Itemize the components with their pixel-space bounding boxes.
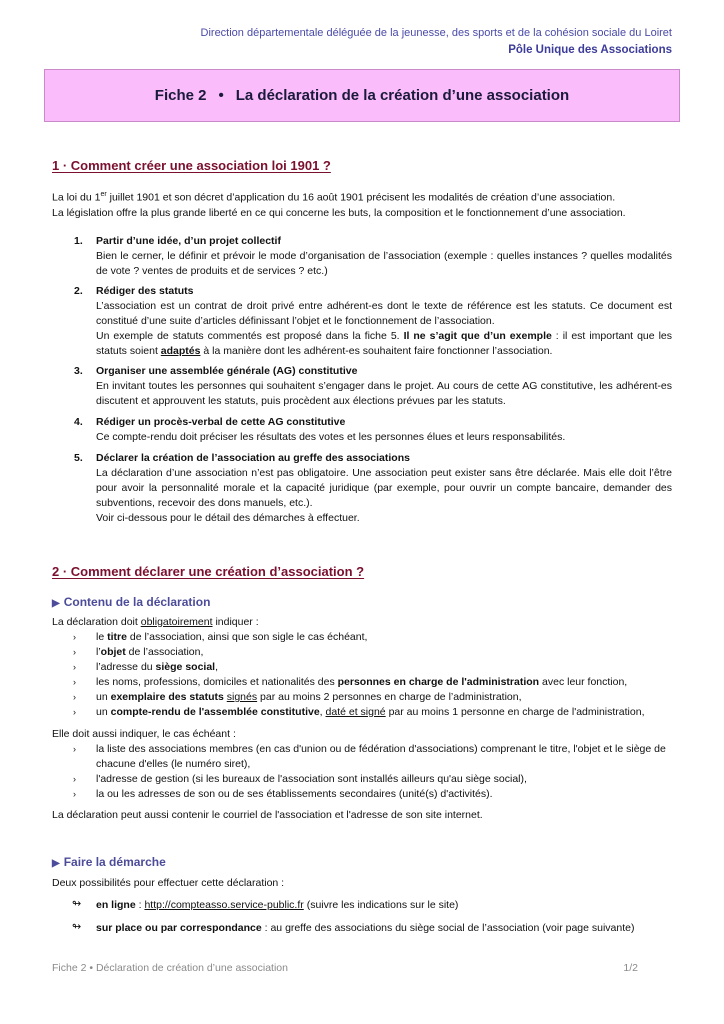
item-number: 1. [74,235,83,247]
item-title: Rédiger des statuts [96,285,194,297]
mandatory-list [52,630,672,720]
bullet-icon: › [73,707,76,717]
item-text-2: Voir ci-dessous pour le détail des démarches à effectuer. [96,512,360,524]
list-item: › la ou les adresses de son ou de ses établissements secondaires (unité(s) d'activités). [73,788,493,800]
ways-list [52,898,672,944]
item-number: 2. [74,285,83,297]
bullet-icon: › [73,692,76,702]
list-item: ↬ sur place ou par correspondance : au greffe des associations du siège social de l’association (voir page suivante) [72,921,635,934]
must-intro: La déclaration doit obligatoirement indiquer : [52,616,259,628]
two-ways-intro: Deux possibilités pour effectuer cette déclaration : [52,877,285,889]
list-item: › le titre de l’association, ainsi que son sigle le cas échéant, [73,631,368,643]
list-item [52,451,672,526]
curved-arrow-icon: ↬ [72,898,82,910]
item-text: Bien le cerner, le définir et prévoir le mode d’organisation de l’association (exemple : quelles instances ? quelles modalités de vote ? ventes de produits et de services ? etc.) [96,250,672,277]
list-item [52,364,672,409]
bullet-icon: › [73,744,76,754]
list-item [52,284,672,359]
item-text: L’association est un contrat de droit privé entre adhérent-es dont le texte de référence est les statuts. Ce document est constitué d’une suite d’articles définissant l’objet et le fonctionnement de l’association. [96,300,672,327]
triangle-right-icon: ▶ [52,858,60,869]
list-item: › l’adresse du siège social, [73,661,219,673]
footer-title: Fiche 2 • Déclaration de création d’une association [52,962,288,974]
list-item: › les noms, professions, domiciles et nationalités des personnes en charge de l'administration avec leur fonction, [73,676,628,688]
page-number: 1/2 [623,962,638,974]
also-intro: Elle doit aussi indiquer, le cas échéant : [52,728,236,740]
triangle-right-icon: ▶ [52,598,60,609]
may-contain-text: La déclaration peut aussi contenir le courriel de l'association et l'adresse de son site internet. [52,809,483,821]
list-item: › l'adresse de gestion (si les bureaux de l'association sont installés ailleurs qu'au siège social), [73,773,527,785]
page-title [44,69,680,122]
item-title: Partir d’une idée, d’un projet collectif [96,235,281,247]
item-number: 4. [74,416,83,428]
list-item: › un compte-rendu de l'assemblée constitutive, daté et signé par au moins 1 personne en charge de l'administration, [73,706,645,718]
item-title: Déclarer la création de l’association au greffe des associations [96,452,410,464]
subsection-contenu [52,595,210,609]
bullet-icon: › [73,789,76,799]
intro-text-a: La loi du 1 [52,191,101,204]
item-title: Rédiger un procès-verbal de cette AG constitutive [96,416,346,428]
subsection-demarche [52,855,166,869]
bullet-icon: › [73,677,76,687]
intro-text-b: juillet 1901 et son décret d’application du 16 août 1901 précisent les modalités de création d’une association. [106,191,616,204]
bullet-icon: › [73,632,76,642]
compteasso-link[interactable]: http://compteasso.service-public.fr [144,899,304,911]
list-item [52,415,672,445]
item-text: Ce compte-rendu doit préciser les résultats des votes et les personnes élues et leurs responsabilités. [96,431,566,443]
bullet-icon: › [73,774,76,784]
curved-arrow-icon: ↬ [72,921,82,933]
intro-line2: La législation offre la plus grande liberté en ce qui concerne les buts, la composition et le fonctionnement d’une association. [52,206,626,219]
page-header [201,25,672,59]
item-number: 5. [74,452,83,464]
list-item: ↬ en ligne : http://compteasso.service-public.fr (suivre les indications sur le site) [72,898,459,911]
subsection-label: Faire la démarche [63,855,166,869]
bullet-icon: › [73,662,76,672]
optional-list [52,742,672,802]
item-title: Organiser une assemblée générale (AG) constitutive [96,365,358,377]
item-text-2: Un exemple de statuts commentés est proposé dans la fiche 5. Il ne s’agit que d’un exemple : il est important que les statuts soient adaptés à la manière dont les adhérent-es souhaitent faire fonctionner l’association. [96,330,672,357]
header-pole: Pôle Unique des Associations [508,44,672,56]
section1-intro [52,187,672,221]
section1-heading: 1 · Comment créer une association loi 1901 ? [52,158,331,173]
intro-sup: er [100,191,107,198]
bullet-icon: › [73,647,76,657]
title-fiche: Fiche 2 [154,87,207,104]
title-bullet: • [218,87,224,104]
item-text: La déclaration d’une association n’est pas obligatoire. Une association peut exister sans être déclarée. Mais elle doit l’être pour avoir la personnalité morale et la capacité juridique (par exemple, pour ouvrir un compte bancaire, demander des subventions, recevoir des dons manuels, etc.). [96,467,672,509]
list-item [52,234,672,279]
list-item: › un exemplaire des statuts signés par au moins 2 personnes en charge de l’administration, [73,691,522,703]
item-text: En invitant toutes les personnes qui souhaitent s’engager dans le projet. Au cours de cette AG constitutive, les adhérent-es discutent et approuvent les statuts, puis procèdent aux élections prévues par les statuts. [96,380,672,407]
title-text: La déclaration de la création d’une association [235,87,570,104]
item-number: 3. [74,365,83,377]
list-item: › l’objet de l’association, [73,646,204,658]
list-item: › la liste des associations membres (en cas d'union ou de fédération d'associations) comprenant le titre, l'objet et le siège de chacune d'elles (le numéro siret), [73,743,666,770]
header-direction: Direction départementale déléguée de la jeunesse, des sports et de la cohésion sociale du Loiret [200,27,672,39]
subsection-label: Contenu de la déclaration [63,595,211,609]
page-footer [52,962,638,974]
section2-heading: 2 · Comment déclarer une création d’association ? [52,564,365,579]
